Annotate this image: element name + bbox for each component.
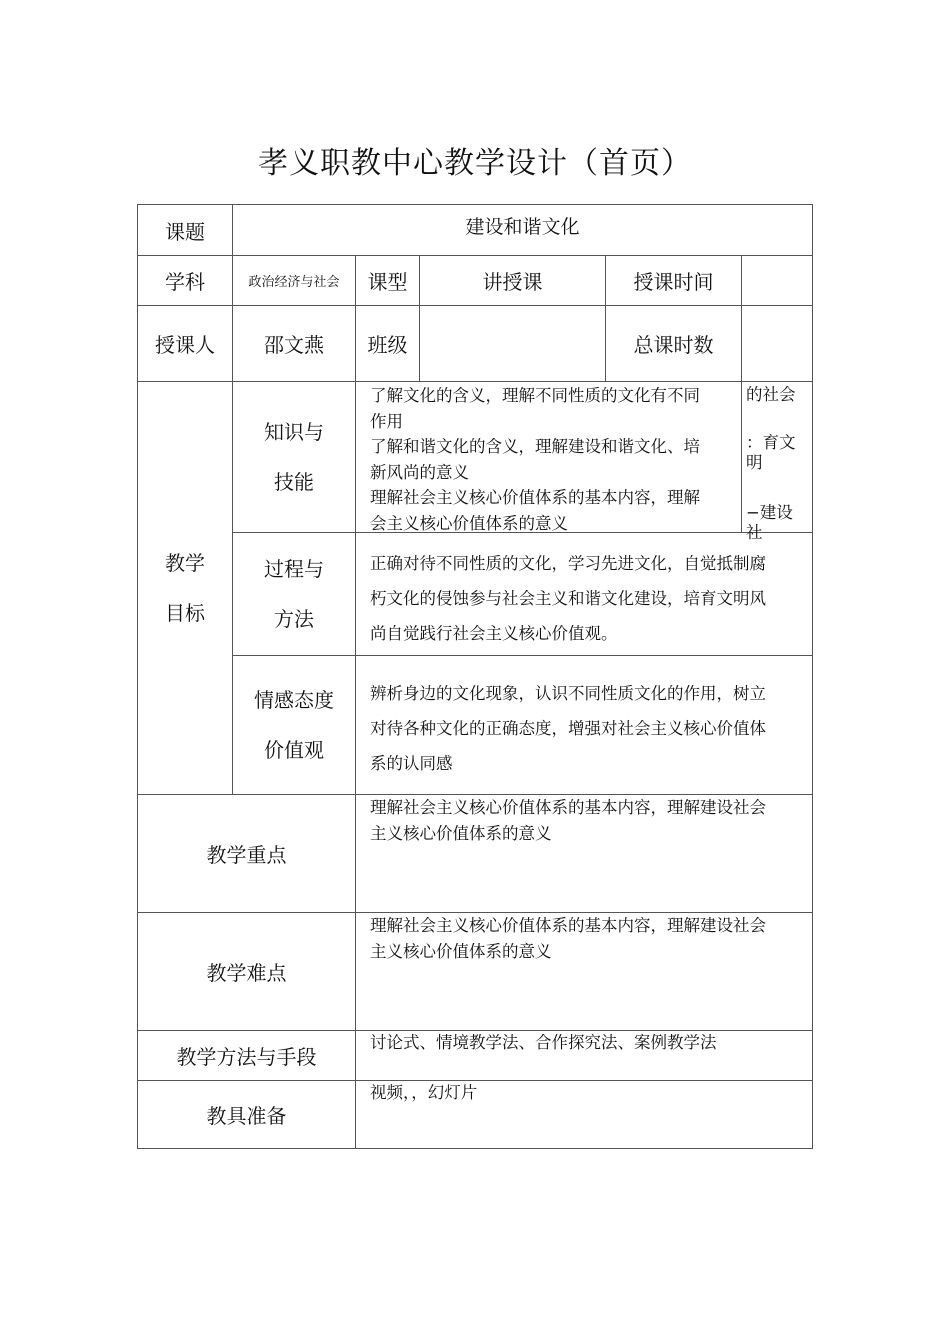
document-title: 孝义职教中心教学设计（首页）	[258, 146, 692, 181]
knowledge-label-line: 技能	[274, 470, 314, 494]
overflow-fragment: 明	[746, 453, 763, 472]
text-line: 了解文化的含义，理解不同性质的文化有不同	[370, 386, 700, 405]
methods-text: 讨论式、情境教学法、合作探究法、案例教学法	[370, 1033, 717, 1052]
text-line: 新风尚的意义	[370, 462, 469, 482]
key-points-text	[370, 795, 810, 846]
text-line: 尚自觉践行社会主义核心价值观。	[370, 624, 618, 643]
text-line: 理解社会主义核心价值体系的基本内容，理解	[370, 488, 700, 507]
table-rule	[355, 381, 356, 1149]
text-line: 作用	[370, 411, 403, 431]
text-line: 会主义核心价值体系的意义	[370, 513, 568, 533]
emotion-values-text	[370, 676, 810, 781]
text-line: 理解社会主义核心价值体系的基本内容，理解建设社会	[370, 916, 766, 935]
class-time-label: 授课时间	[633, 270, 714, 294]
knowledge-skills-text	[370, 383, 740, 532]
knowledge-skills-label	[233, 382, 355, 532]
teacher-value: 邵文燕	[264, 333, 324, 357]
knowledge-label-line: 知识与	[264, 420, 324, 444]
lesson-type-label: 课型	[367, 270, 408, 294]
text-line: 主义核心价值体系的意义	[370, 941, 552, 961]
topic-value: 建设和谐文化	[465, 215, 580, 238]
difficulties-text	[370, 913, 810, 964]
subject-value: 政治经济与社会	[248, 275, 340, 290]
process-methods-text	[370, 546, 810, 651]
teacher-label: 授课人	[155, 333, 215, 357]
knowledge-overflow-text	[746, 382, 812, 542]
overflow-fragment: −建设	[746, 503, 793, 522]
text-line: 辨析身边的文化现象，认识不同性质文化的作用，树立	[370, 684, 766, 703]
process-label-line: 过程与	[264, 557, 324, 581]
emotion-label-line: 情感态度	[254, 688, 334, 712]
emotion-label-line: 价值观	[264, 738, 324, 762]
text-line: 了解和谐文化的含义，理解建设和谐文化、培	[370, 437, 700, 456]
total-hours-label: 总课时数	[633, 333, 714, 357]
overflow-fragment: 社	[746, 523, 763, 542]
text-line: 朽文化的侵蚀参与社会主义和谐文化建设，培育文明风	[370, 589, 766, 608]
text-line: 理解社会主义核心价值体系的基本内容，理解建设社会	[370, 798, 766, 817]
key-points-label: 教学重点	[206, 843, 287, 867]
tools-label: 教具准备	[206, 1104, 287, 1128]
objectives-label-line: 教学	[165, 551, 205, 575]
class-group-value	[420, 306, 605, 381]
table-rule	[741, 381, 742, 532]
lesson-type-value: 讲授课	[482, 270, 543, 294]
emotion-values-label	[233, 656, 355, 794]
overflow-fragment: ：育文	[746, 433, 796, 452]
text-line: 正确对待不同性质的文化，学习先进文化，自觉抵制腐	[370, 554, 766, 573]
tools-text: 视频，，幻灯片	[370, 1083, 478, 1102]
class-time-value	[742, 256, 812, 305]
methods-label: 教学方法与手段	[176, 1045, 317, 1069]
subject-label: 学科	[165, 270, 205, 294]
text-line: 系的认同感	[370, 754, 453, 773]
class-group-label: 班级	[367, 333, 408, 357]
difficulties-label: 教学难点	[206, 961, 287, 985]
text-line: 主义核心价值体系的意义	[370, 823, 552, 843]
table-rule	[137, 1148, 813, 1149]
objectives-label	[138, 382, 232, 794]
objectives-label-line: 目标	[165, 601, 205, 625]
text-line: 对待各种文化的正确态度，增强对社会主义核心价值体	[370, 719, 766, 738]
total-hours-value	[742, 306, 812, 381]
overflow-fragment: 的社会	[746, 385, 796, 404]
process-label-line: 方法	[274, 607, 314, 631]
table-rule	[812, 204, 813, 1149]
process-methods-label	[233, 533, 355, 655]
topic-label: 课题	[165, 219, 205, 244]
